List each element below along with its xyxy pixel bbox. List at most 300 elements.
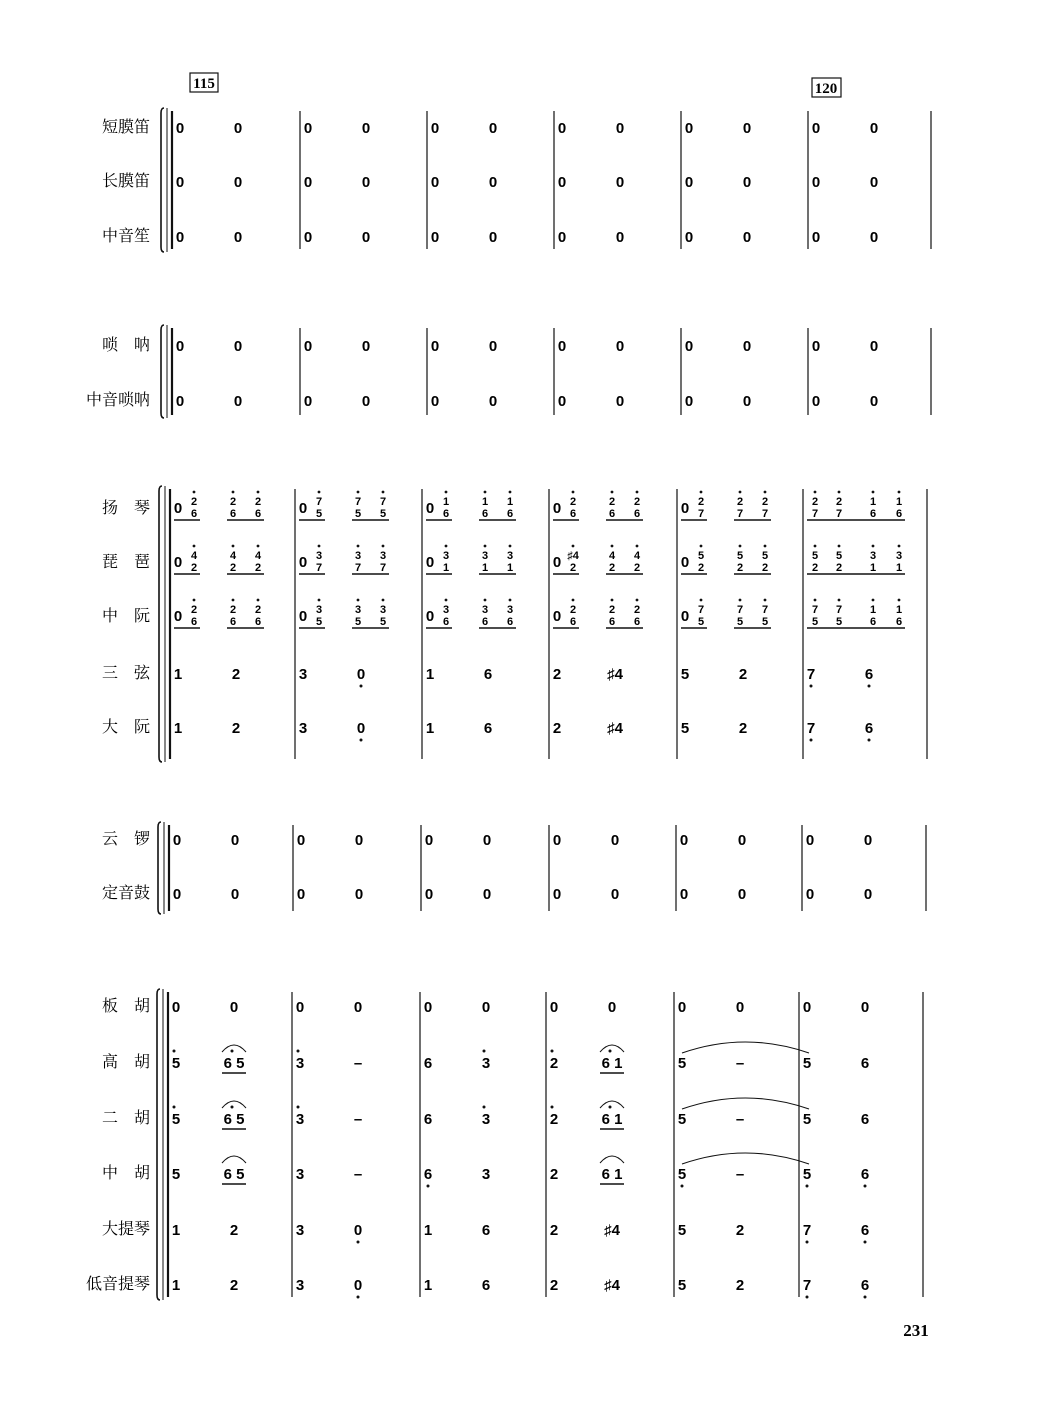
note: 3 bbox=[481, 1111, 491, 1128]
bracket-winds bbox=[161, 108, 164, 252]
note: 0 bbox=[549, 999, 559, 1016]
chord-rest: 0 bbox=[680, 608, 690, 625]
note: 0 bbox=[295, 999, 305, 1016]
note: 0 bbox=[615, 338, 625, 355]
instrument-name: 高 胡 bbox=[101, 1052, 150, 1071]
slur bbox=[600, 1101, 624, 1108]
note: 0 bbox=[610, 886, 620, 903]
chord-bottom-note: 5 bbox=[354, 508, 362, 520]
chord-rest: 0 bbox=[552, 608, 562, 625]
chord-top-note: 3 bbox=[869, 550, 877, 562]
chord-bottom-note: 6 bbox=[254, 616, 262, 628]
octave-dot bbox=[764, 491, 767, 494]
note: 2 bbox=[549, 1055, 559, 1072]
chord-bottom-note: 6 bbox=[442, 616, 450, 628]
octave-dot bbox=[898, 599, 901, 602]
note: 3 bbox=[295, 1055, 305, 1072]
chord-bottom-note: 6 bbox=[442, 508, 450, 520]
instrument-names-layer bbox=[86, 117, 151, 1293]
chord-bottom-note: 2 bbox=[229, 562, 237, 574]
chord-bottom-note: 6 bbox=[506, 508, 514, 520]
measure-number-120: 120 bbox=[814, 81, 838, 97]
note: 0 bbox=[615, 229, 625, 246]
octave-dot bbox=[445, 545, 448, 548]
note: 0 bbox=[353, 1277, 363, 1294]
octave-dot bbox=[636, 491, 639, 494]
note: 0 bbox=[805, 886, 815, 903]
octave-dot bbox=[572, 545, 575, 548]
note: 5 bbox=[677, 1166, 687, 1183]
instrument-name: 中 胡 bbox=[101, 1163, 150, 1182]
chord-bottom-note: 6 bbox=[190, 616, 198, 628]
chord-bottom-note: 6 bbox=[254, 508, 262, 520]
octave-dot bbox=[700, 491, 703, 494]
note: 0 bbox=[488, 174, 498, 191]
chord-top-note: 5 bbox=[697, 550, 705, 562]
note: 0 bbox=[296, 832, 306, 849]
note: 1 bbox=[173, 666, 183, 683]
chord-bottom-note: 5 bbox=[379, 508, 387, 520]
note: 0 bbox=[482, 886, 492, 903]
chord-bottom-note: 7 bbox=[736, 508, 744, 520]
note: 0 bbox=[677, 999, 687, 1016]
octave-dot-above bbox=[231, 1050, 234, 1053]
note: 0 bbox=[296, 886, 306, 903]
chord-bottom-note: 6 bbox=[569, 508, 577, 520]
octave-dot-above bbox=[231, 1106, 234, 1109]
note: 5 bbox=[680, 666, 690, 683]
chord-bottom-note: 1 bbox=[895, 562, 903, 574]
note: 0 bbox=[171, 999, 181, 1016]
note: 1 bbox=[425, 720, 435, 737]
chord-top-note: 3 bbox=[379, 604, 387, 616]
chord-bottom-note: 2 bbox=[633, 562, 641, 574]
instrument-name: 琵 琶 bbox=[101, 552, 150, 571]
note: 0 bbox=[557, 229, 567, 246]
chord-bottom-note: 2 bbox=[761, 562, 769, 574]
chord-top-note: 2 bbox=[608, 604, 616, 616]
chord-top-note: 7 bbox=[354, 496, 362, 508]
chord-top-note: 7 bbox=[697, 604, 705, 616]
note: 3 bbox=[481, 1166, 491, 1183]
note: 0 bbox=[175, 338, 185, 355]
note: 6 1 bbox=[601, 1166, 623, 1183]
chord-bottom-note: 5 bbox=[379, 616, 387, 628]
octave-dot bbox=[636, 599, 639, 602]
chord-top-note: 3 bbox=[315, 550, 323, 562]
instrument-name: 唢 呐 bbox=[101, 335, 150, 354]
octave-dot bbox=[257, 545, 260, 548]
note: 0 bbox=[811, 393, 821, 410]
note: 6 bbox=[423, 1055, 433, 1072]
note: 7 bbox=[802, 1222, 812, 1239]
note: 0 bbox=[353, 999, 363, 1016]
octave-dot bbox=[445, 599, 448, 602]
note: 2 bbox=[549, 1277, 559, 1294]
note: 0 bbox=[615, 120, 625, 137]
note: 0 bbox=[679, 886, 689, 903]
bracket-suona bbox=[161, 325, 164, 418]
note: 0 bbox=[430, 229, 440, 246]
chord-bottom-note: 5 bbox=[736, 616, 744, 628]
note: 2 bbox=[738, 666, 748, 683]
note: 2 bbox=[231, 666, 241, 683]
chord-top-note: 2 bbox=[835, 496, 843, 508]
chord-top-note: 2 bbox=[190, 604, 198, 616]
octave-dot bbox=[484, 491, 487, 494]
octave-dot-below bbox=[864, 1241, 867, 1244]
note: 0 bbox=[860, 999, 870, 1016]
note: 1 bbox=[425, 666, 435, 683]
octave-dot-below bbox=[360, 739, 363, 742]
octave-dot bbox=[814, 599, 817, 602]
octave-dot bbox=[257, 491, 260, 494]
note: 0 bbox=[742, 338, 752, 355]
instrument-name: 大 阮 bbox=[101, 717, 150, 736]
chord-top-note: 5 bbox=[736, 550, 744, 562]
note: 0 bbox=[557, 393, 567, 410]
chord-top-note: 7 bbox=[379, 496, 387, 508]
chord-top-note: 5 bbox=[835, 550, 843, 562]
chord-bottom-note: 2 bbox=[697, 562, 705, 574]
note: 0 bbox=[735, 999, 745, 1016]
chord-bottom-note: 1 bbox=[442, 562, 450, 574]
octave-dot-below bbox=[868, 739, 871, 742]
note: 0 bbox=[805, 832, 815, 849]
chord-top-note: 7 bbox=[761, 604, 769, 616]
octave-dot bbox=[318, 491, 321, 494]
measure-number-115: 115 bbox=[193, 76, 215, 92]
note: 0 bbox=[356, 720, 366, 737]
octave-dot-above bbox=[551, 1050, 554, 1053]
octave-dot bbox=[611, 599, 614, 602]
note: 3 bbox=[295, 1222, 305, 1239]
chord-bottom-note: 6 bbox=[608, 508, 616, 520]
octave-dot bbox=[700, 545, 703, 548]
octave-dot bbox=[872, 491, 875, 494]
chord-top-note: 3 bbox=[354, 604, 362, 616]
chord-rest: 0 bbox=[425, 500, 435, 517]
page-number: 231 bbox=[903, 1321, 929, 1340]
slur bbox=[222, 1045, 246, 1052]
octave-dot bbox=[445, 491, 448, 494]
octave-dot-above bbox=[609, 1050, 612, 1053]
chord-bottom-note: 2 bbox=[254, 562, 262, 574]
instrument-name: 二 胡 bbox=[101, 1108, 150, 1127]
note: 0 bbox=[557, 338, 567, 355]
chord-bottom-note: 5 bbox=[354, 616, 362, 628]
chord-rest: 0 bbox=[425, 608, 435, 625]
note: 7 bbox=[802, 1277, 812, 1294]
note: 6 1 bbox=[601, 1111, 623, 1128]
octave-dot bbox=[357, 599, 360, 602]
chord-bottom-note: 6 bbox=[229, 508, 237, 520]
octave-dot-below bbox=[427, 1185, 430, 1188]
note: 2 bbox=[552, 720, 562, 737]
slur bbox=[600, 1156, 624, 1163]
instrument-name: 定音鼓 bbox=[101, 883, 150, 902]
note: 0 bbox=[684, 393, 694, 410]
octave-dot-above bbox=[483, 1050, 486, 1053]
note: 5 bbox=[680, 720, 690, 737]
note: 6 bbox=[860, 1222, 870, 1239]
instrument-name: 大提琴 bbox=[101, 1219, 150, 1238]
chord-top-note: 2 bbox=[633, 604, 641, 616]
note: 0 bbox=[488, 338, 498, 355]
tie bbox=[682, 1098, 809, 1109]
chord-top-note: 4 bbox=[254, 550, 262, 562]
note: 0 bbox=[303, 120, 313, 137]
note: 1 bbox=[423, 1277, 433, 1294]
instrument-name: 短膜笛 bbox=[101, 117, 150, 136]
octave-dot-below bbox=[681, 1185, 684, 1188]
chord-bottom-note: 5 bbox=[835, 616, 843, 628]
note: – bbox=[735, 1111, 745, 1128]
octave-dot bbox=[257, 599, 260, 602]
note: 0 bbox=[811, 338, 821, 355]
note: 0 bbox=[361, 229, 371, 246]
note: 6 bbox=[860, 1166, 870, 1183]
octave-dot bbox=[484, 545, 487, 548]
note: ♯4 bbox=[607, 720, 623, 737]
note: 0 bbox=[684, 120, 694, 137]
note: 0 bbox=[869, 338, 879, 355]
chord-bottom-note: 7 bbox=[811, 508, 819, 520]
chord-top-note: 4 bbox=[229, 550, 237, 562]
note: 0 bbox=[172, 886, 182, 903]
chord-bottom-note: 7 bbox=[315, 562, 323, 574]
chord-top-note: 7 bbox=[315, 496, 323, 508]
note: 0 bbox=[481, 999, 491, 1016]
note: 2 bbox=[549, 1222, 559, 1239]
note: 2 bbox=[549, 1166, 559, 1183]
note: 1 bbox=[171, 1277, 181, 1294]
chord-bottom-note: 2 bbox=[835, 562, 843, 574]
chord-top-note: 3 bbox=[379, 550, 387, 562]
octave-dot bbox=[382, 545, 385, 548]
instrument-name: 板 胡 bbox=[101, 996, 150, 1015]
note: 6 bbox=[423, 1111, 433, 1128]
note: 6 1 bbox=[601, 1055, 623, 1072]
octave-dot bbox=[509, 491, 512, 494]
chord-rest: 0 bbox=[173, 608, 183, 625]
bracket-plucked bbox=[159, 486, 162, 762]
chord-top-note: 2 bbox=[761, 496, 769, 508]
octave-dot-below bbox=[864, 1296, 867, 1299]
chord-bottom-note: 6 bbox=[633, 616, 641, 628]
chord-top-note: 3 bbox=[354, 550, 362, 562]
chord-top-note: 3 bbox=[506, 550, 514, 562]
note: 6 bbox=[860, 1277, 870, 1294]
chord-rest: 0 bbox=[425, 554, 435, 571]
chord-top-note: 7 bbox=[811, 604, 819, 616]
note: 0 bbox=[233, 120, 243, 137]
note: 0 bbox=[742, 229, 752, 246]
chord-bottom-note: 6 bbox=[608, 616, 616, 628]
note: 0 bbox=[303, 393, 313, 410]
octave-dot bbox=[318, 545, 321, 548]
chord-bottom-note: 6 bbox=[895, 616, 903, 628]
note: 5 bbox=[802, 1055, 812, 1072]
instrument-name: 低音提琴 bbox=[85, 1274, 150, 1293]
note: 0 bbox=[175, 393, 185, 410]
octave-dot bbox=[509, 599, 512, 602]
octave-dot bbox=[232, 545, 235, 548]
chord-top-note: 2 bbox=[736, 496, 744, 508]
chord-rest: 0 bbox=[552, 554, 562, 571]
chord-rest: 0 bbox=[680, 500, 690, 517]
note: 0 bbox=[354, 886, 364, 903]
note: – bbox=[735, 1166, 745, 1183]
instrument-name: 长膜笛 bbox=[101, 171, 150, 190]
octave-dot bbox=[764, 545, 767, 548]
note: 5 bbox=[171, 1055, 181, 1072]
chord-top-note: 3 bbox=[442, 604, 450, 616]
note: 0 bbox=[233, 393, 243, 410]
note: 0 bbox=[863, 886, 873, 903]
note: 0 bbox=[361, 393, 371, 410]
chord-top-note: 3 bbox=[895, 550, 903, 562]
note: 6 bbox=[483, 666, 493, 683]
note: ♯4 bbox=[604, 1277, 620, 1294]
notes-layer bbox=[172, 120, 905, 1299]
note: 6 bbox=[423, 1166, 433, 1183]
note: 3 bbox=[298, 720, 308, 737]
note: 0 bbox=[175, 229, 185, 246]
chord-bottom-note: 7 bbox=[761, 508, 769, 520]
note: 0 bbox=[802, 999, 812, 1016]
chord-bottom-note: 5 bbox=[315, 616, 323, 628]
note: 0 bbox=[175, 174, 185, 191]
note: 0 bbox=[354, 832, 364, 849]
chord-top-note: 2 bbox=[697, 496, 705, 508]
note: 0 bbox=[869, 393, 879, 410]
note: – bbox=[353, 1111, 363, 1128]
note: 0 bbox=[684, 338, 694, 355]
chord-bottom-note: 7 bbox=[379, 562, 387, 574]
chord-top-note: 5 bbox=[811, 550, 819, 562]
note: 0 bbox=[488, 393, 498, 410]
chord-top-note: 2 bbox=[190, 496, 198, 508]
octave-dot-below bbox=[864, 1185, 867, 1188]
octave-dot bbox=[814, 491, 817, 494]
note: 3 bbox=[295, 1166, 305, 1183]
chord-bottom-note: 6 bbox=[633, 508, 641, 520]
note: 0 bbox=[811, 229, 821, 246]
octave-dot bbox=[193, 599, 196, 602]
chord-top-note: 7 bbox=[835, 604, 843, 616]
octave-dot bbox=[572, 491, 575, 494]
chord-top-note: 5 bbox=[761, 550, 769, 562]
note: 5 bbox=[802, 1111, 812, 1128]
note: 2 bbox=[229, 1222, 239, 1239]
octave-dot-below bbox=[868, 685, 871, 688]
note: 0 bbox=[233, 229, 243, 246]
instrument-name: 三 弦 bbox=[101, 663, 150, 682]
octave-dot bbox=[357, 545, 360, 548]
chord-top-note: 1 bbox=[869, 496, 877, 508]
note: – bbox=[353, 1055, 363, 1072]
instrument-name: 云 锣 bbox=[101, 829, 150, 848]
note: 3 bbox=[295, 1111, 305, 1128]
note: 0 bbox=[552, 886, 562, 903]
chord-top-note: 2 bbox=[569, 604, 577, 616]
note: 0 bbox=[233, 174, 243, 191]
note: 0 bbox=[423, 999, 433, 1016]
note: 0 bbox=[482, 832, 492, 849]
chord-bottom-note: 5 bbox=[697, 616, 705, 628]
note: 6 bbox=[481, 1222, 491, 1239]
chord-top-note: 2 bbox=[254, 604, 262, 616]
note: 5 bbox=[677, 1222, 687, 1239]
note: 7 bbox=[806, 666, 816, 683]
chord-top-note: 2 bbox=[254, 496, 262, 508]
note: 5 bbox=[677, 1055, 687, 1072]
note: 0 bbox=[737, 832, 747, 849]
note: – bbox=[735, 1055, 745, 1072]
note: 0 bbox=[488, 229, 498, 246]
note: 1 bbox=[423, 1222, 433, 1239]
chord-bottom-note: 6 bbox=[895, 508, 903, 520]
octave-dot bbox=[838, 491, 841, 494]
chord-bottom-note: 6 bbox=[569, 616, 577, 628]
instrument-name: 中音笙 bbox=[101, 226, 150, 245]
octave-dot-below bbox=[360, 685, 363, 688]
note: 5 bbox=[677, 1277, 687, 1294]
chord-rest: 0 bbox=[173, 500, 183, 517]
chord-top-note: 2 bbox=[811, 496, 819, 508]
note: 0 bbox=[557, 174, 567, 191]
chord-bottom-note: 1 bbox=[481, 562, 489, 574]
note: 6 bbox=[864, 666, 874, 683]
note: 0 bbox=[737, 886, 747, 903]
note: 0 bbox=[811, 174, 821, 191]
note: 1 bbox=[173, 720, 183, 737]
note: 0 bbox=[175, 120, 185, 137]
octave-dot-below bbox=[806, 1296, 809, 1299]
chord-top-note: 2 bbox=[569, 496, 577, 508]
chord-top-note: 2 bbox=[633, 496, 641, 508]
chord-bottom-note: 2 bbox=[569, 562, 577, 574]
note: 0 bbox=[430, 393, 440, 410]
slur bbox=[600, 1045, 624, 1052]
note: 0 bbox=[361, 174, 371, 191]
chord-rest: 0 bbox=[298, 554, 308, 571]
chord-top-note: 2 bbox=[608, 496, 616, 508]
instrument-name: 扬 琴 bbox=[101, 498, 150, 517]
note: 0 bbox=[742, 174, 752, 191]
note: 0 bbox=[229, 999, 239, 1016]
note: 5 bbox=[677, 1111, 687, 1128]
note: 0 bbox=[356, 666, 366, 683]
note: 0 bbox=[684, 229, 694, 246]
note: 0 bbox=[353, 1222, 363, 1239]
chord-top-note: 3 bbox=[315, 604, 323, 616]
note: 0 bbox=[742, 393, 752, 410]
chord-bottom-note: 2 bbox=[608, 562, 616, 574]
note: 0 bbox=[430, 338, 440, 355]
note: ♯4 bbox=[604, 1222, 620, 1239]
octave-dot-below bbox=[806, 1185, 809, 1188]
note: 6 bbox=[481, 1277, 491, 1294]
octave-dot bbox=[838, 599, 841, 602]
note: 3 bbox=[298, 666, 308, 683]
note: 0 bbox=[869, 229, 879, 246]
note: 6 5 bbox=[223, 1166, 245, 1183]
chord-bottom-note: 6 bbox=[190, 508, 198, 520]
note: 0 bbox=[424, 832, 434, 849]
octave-dot-above bbox=[173, 1106, 176, 1109]
